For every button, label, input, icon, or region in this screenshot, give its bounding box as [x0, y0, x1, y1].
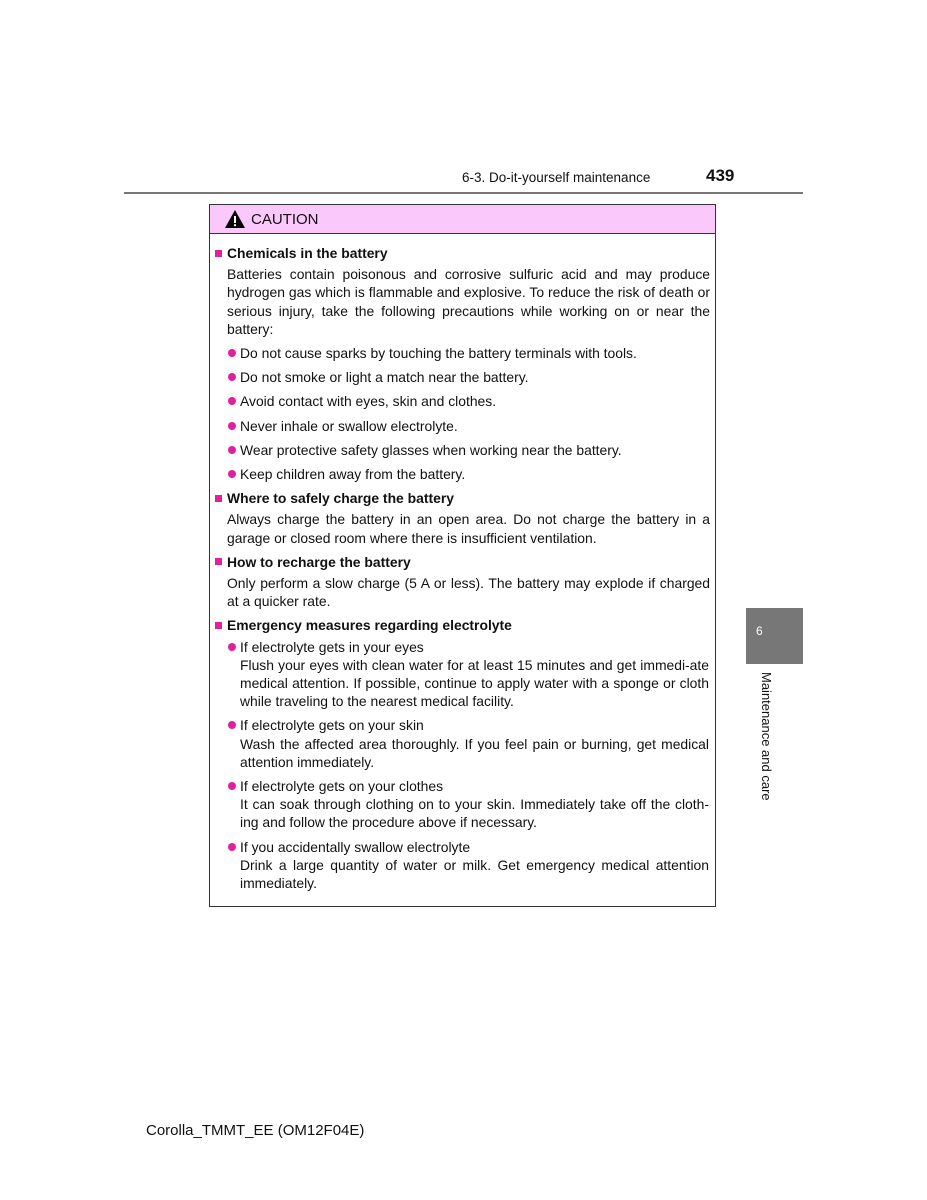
bullet-item [228, 441, 710, 459]
emergency-item-text: Wash the affected area thoroughly. If you feel pain or burning, get medical attention immediately. [240, 735, 709, 770]
caution-header [210, 205, 715, 234]
circle-bullet-icon [228, 446, 236, 454]
square-bullet-icon [215, 558, 222, 565]
section-heading-text: Chemicals in the battery [227, 245, 388, 261]
emergency-item-title: If electrolyte gets on your clothes [240, 778, 444, 795]
section-heading [215, 553, 710, 571]
emergency-item [228, 838, 710, 893]
emergency-item [228, 716, 710, 771]
emergency-item-title: If you accidentally swallow electrolyte [240, 838, 471, 855]
section-heading-text: Where to safely charge the battery [227, 490, 454, 507]
square-bullet-icon [215, 622, 222, 629]
caution-body [210, 234, 715, 892]
circle-bullet-icon [228, 397, 236, 405]
emergency-item [228, 638, 710, 711]
section-heading [215, 489, 710, 507]
emergency-item-text: Flush your eyes with clean water for at least 15 minutes and get immedi-ate medical attention. If possible, continue to apply water with a sponge or cloth while traveling to the nearest medical facility. [240, 656, 709, 710]
emergency-item-text: It can soak through clothing on to your skin. Immediately take off the cloth-ing and follow the procedure above if necessary. [240, 796, 709, 831]
circle-bullet-icon [228, 373, 236, 381]
bullet-item [228, 392, 710, 410]
chapter-tab [746, 608, 803, 664]
bullet-item [228, 465, 710, 483]
footer-model: Corolla_TMMT_EE (OM12F04E) [146, 1122, 365, 1139]
circle-bullet-icon [228, 643, 236, 651]
bullet-item [228, 417, 710, 435]
circle-bullet-icon [228, 470, 236, 478]
header-divider [124, 192, 803, 194]
circle-bullet-icon [228, 782, 236, 790]
emergency-item-text: Drink a large quantity of water or milk. Get emergency medical attention immediately. [240, 856, 709, 892]
bullet-text: Do not cause sparks by touching the battery terminals with tools. [240, 345, 637, 362]
chapter-label: Maintenance and care [759, 672, 774, 801]
bullet-text: Avoid contact with eyes, skin and clothes. [240, 393, 497, 410]
caution-title: CAUTION [251, 210, 319, 228]
emergency-item [228, 777, 710, 832]
emergency-item-title: If electrolyte gets on your skin [240, 717, 424, 734]
page-number: 439 [706, 166, 735, 185]
bullet-item [228, 368, 710, 386]
square-bullet-icon [215, 495, 222, 502]
section-heading-text: How to recharge the battery [227, 553, 411, 570]
warning-triangle-icon [224, 209, 246, 229]
caution-box [209, 204, 716, 907]
circle-bullet-icon [228, 843, 236, 851]
circle-bullet-icon [228, 721, 236, 729]
section-title: 6-3. Do-it-yourself maintenance [462, 170, 651, 185]
bullet-text: Do not smoke or light a match near the battery. [240, 369, 529, 386]
circle-bullet-icon [228, 349, 236, 357]
bullet-text: Never inhale or swallow electrolyte. [240, 417, 458, 434]
section-paragraph: Batteries contain poisonous and corrosive sulfuric acid and may produce hydrogen gas which is flammable and explosive. To reduce the risk of death or serious injury, take the following precautions while working on or near the battery: [227, 266, 710, 337]
section-paragraph: Always charge the battery in an open area. Do not charge the battery in a garage or closed room where there is insufficient ventilation. [227, 511, 710, 546]
bullet-text: Wear protective safety glasses when working near the battery. [240, 441, 622, 458]
circle-bullet-icon [228, 422, 236, 430]
emergency-item-title: If electrolyte gets in your eyes [240, 638, 424, 655]
bullet-item [228, 344, 710, 362]
chapter-number: 6 [756, 624, 763, 638]
section-heading [215, 616, 710, 634]
section-heading [215, 244, 710, 262]
bullet-text: Keep children away from the battery. [240, 466, 466, 483]
section-heading-text: Emergency measures regarding electrolyte [227, 617, 512, 634]
section-paragraph: Only perform a slow charge (5 A or less). The battery may explode if charged at a quicker rate. [227, 575, 710, 610]
square-bullet-icon [215, 250, 222, 257]
